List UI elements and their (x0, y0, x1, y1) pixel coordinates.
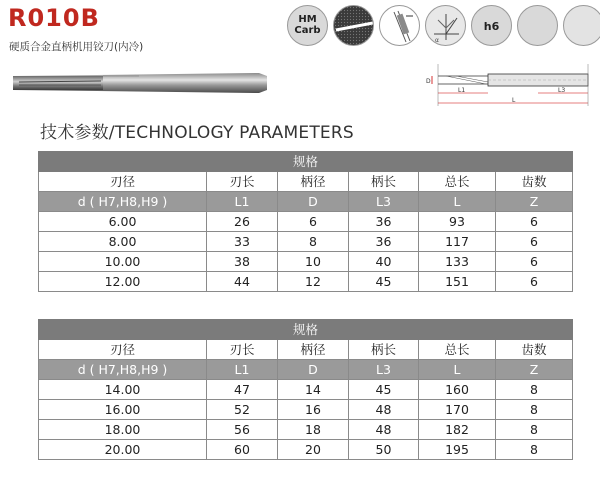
dim-d-label: D (426, 78, 431, 85)
table-cell: 47 (207, 380, 278, 400)
table-symbol-row (39, 360, 573, 380)
symbol-cell: L3 (349, 360, 419, 380)
blank-badge-1 (517, 5, 558, 46)
column-header: 柄径 (278, 172, 349, 192)
dimension-drawing (426, 62, 592, 110)
table-cell: 20 (278, 440, 349, 460)
table-title: 规格 (39, 152, 573, 172)
column-header: 柄长 (349, 340, 419, 360)
column-header: 刃径 (39, 172, 207, 192)
symbol-cell: Z (496, 192, 573, 212)
table-row (39, 252, 573, 272)
symbol-cell: L1 (207, 360, 278, 380)
rake-angle-icon (425, 5, 466, 46)
table-cell: 170 (419, 400, 496, 420)
table-cell: 6 (278, 212, 349, 232)
table-cell: 10 (278, 252, 349, 272)
table-cell: 117 (419, 232, 496, 252)
table-row (39, 380, 573, 400)
dim-l1-label: L1 (458, 87, 466, 94)
table-cell: 26 (207, 212, 278, 232)
table-cell: 52 (207, 400, 278, 420)
table-cell: 8 (496, 380, 573, 400)
table-symbol-row (39, 192, 573, 212)
table-cell: 93 (419, 212, 496, 232)
tolerance-badge (471, 5, 512, 46)
table-cell: 6 (496, 252, 573, 272)
table-cell: 10.00 (39, 252, 207, 272)
table-cell: 38 (207, 252, 278, 272)
column-header: 柄长 (349, 172, 419, 192)
table-row (39, 232, 573, 252)
symbol-cell: L (419, 360, 496, 380)
symbol-cell: D (278, 360, 349, 380)
table-row (39, 212, 573, 232)
table-row (39, 400, 573, 420)
table-cell: 8 (278, 232, 349, 252)
tolerance-label: h6 (483, 20, 500, 33)
table-cell: 16.00 (39, 400, 207, 420)
table-cell: 8.00 (39, 232, 207, 252)
table-cell: 50 (349, 440, 419, 460)
table-cell: 160 (419, 380, 496, 400)
blank-badge-2 (563, 5, 600, 46)
table-cell: 8 (496, 400, 573, 420)
hm-label: HM (298, 14, 317, 25)
table-cell: 60 (207, 440, 278, 460)
column-header: 总长 (419, 340, 496, 360)
table-cell: 12.00 (39, 272, 207, 292)
table-cell: 18 (278, 420, 349, 440)
table-cell: 14.00 (39, 380, 207, 400)
reamer-photo (9, 66, 271, 100)
table-cell: 48 (349, 400, 419, 420)
table-title: 规格 (39, 320, 573, 340)
table-header-row (39, 172, 573, 192)
column-header: 刃长 (207, 172, 278, 192)
table-cell: 8 (496, 420, 573, 440)
symbol-cell: d ( H7,H8,H9 ) (39, 360, 207, 380)
symbol-cell: L3 (349, 192, 419, 212)
column-header: 刃长 (207, 340, 278, 360)
table-cell: 45 (349, 272, 419, 292)
dim-l-label: L (512, 97, 516, 104)
table-cell: 56 (207, 420, 278, 440)
table-cell: 195 (419, 440, 496, 460)
table-cell: 33 (207, 232, 278, 252)
table-row (39, 440, 573, 460)
table-cell: 6 (496, 272, 573, 292)
table-cell: 20.00 (39, 440, 207, 460)
column-header: 柄径 (278, 340, 349, 360)
section-title: 技术参数/TECHNOLOGY PARAMETERS (40, 123, 354, 143)
table-cell: 6.00 (39, 212, 207, 232)
svg-text:α: α (435, 37, 439, 44)
table-row (39, 420, 573, 440)
table-cell: 36 (349, 212, 419, 232)
table-cell: 12 (278, 272, 349, 292)
carb-label: Carb (294, 25, 321, 36)
table-cell: 40 (349, 252, 419, 272)
symbol-cell: D (278, 192, 349, 212)
table-cell: 151 (419, 272, 496, 292)
table-cell: 6 (496, 212, 573, 232)
reamer-icon (379, 5, 420, 46)
table-cell: 36 (349, 232, 419, 252)
table-row (39, 272, 573, 292)
table-title-row (39, 320, 573, 340)
hm-carb-badge (287, 5, 328, 46)
table-cell: 133 (419, 252, 496, 272)
column-header: 刃径 (39, 340, 207, 360)
product-subtitle: 硬质合金直柄机用铰刀(内冷) (9, 41, 144, 53)
product-code: R010B (8, 4, 100, 32)
symbol-cell: Z (496, 360, 573, 380)
spec-table-1 (38, 151, 573, 292)
table-cell: 6 (496, 232, 573, 252)
column-header: 齿数 (496, 340, 573, 360)
spec-table-2 (38, 319, 573, 460)
dim-l3-label: L3 (558, 87, 566, 94)
column-header: 总长 (419, 172, 496, 192)
table-cell: 182 (419, 420, 496, 440)
table-cell: 44 (207, 272, 278, 292)
symbol-cell: d ( H7,H8,H9 ) (39, 192, 207, 212)
column-header: 齿数 (496, 172, 573, 192)
table-cell: 14 (278, 380, 349, 400)
symbol-cell: L (419, 192, 496, 212)
table-cell: 16 (278, 400, 349, 420)
table-cell: 45 (349, 380, 419, 400)
diagonal-stripe-icon (333, 5, 374, 46)
table-cell: 8 (496, 440, 573, 460)
symbol-cell: L1 (207, 192, 278, 212)
table-cell: 48 (349, 420, 419, 440)
table-title-row (39, 152, 573, 172)
table-cell: 18.00 (39, 420, 207, 440)
table-header-row (39, 340, 573, 360)
